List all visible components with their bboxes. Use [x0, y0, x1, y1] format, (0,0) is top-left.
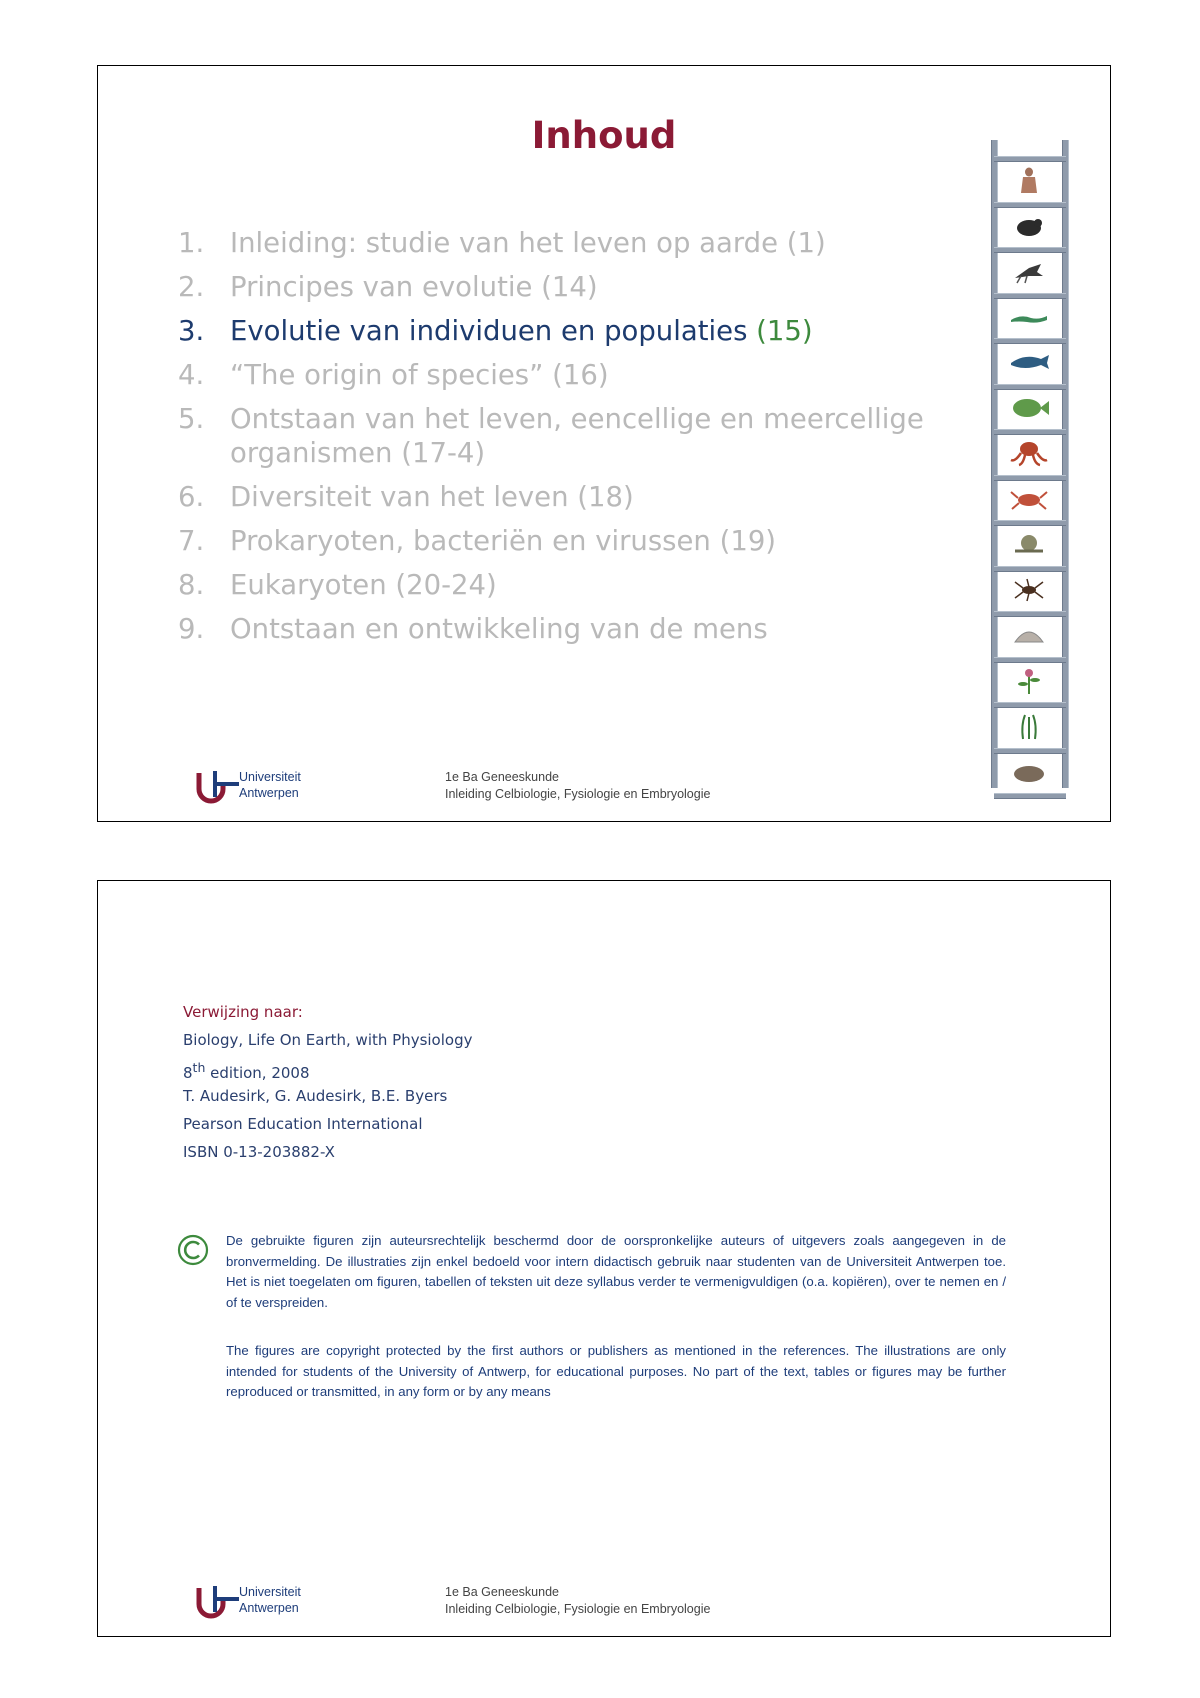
ladder-rail — [991, 140, 998, 788]
toc-text: Inleiding: studie van het leven op aarde (1) — [230, 227, 826, 259]
toc-text: Ontstaan en ontwikkeling van de mens — [230, 613, 768, 645]
toc-number: 6. — [178, 481, 205, 513]
course-line: 1e Ba Geneeskunde — [445, 770, 559, 784]
course-line: Inleiding Celbiologie, Fysiologie en Embryologie — [445, 787, 711, 801]
toc-text: Eukaryoten (20-24) — [230, 569, 497, 601]
octopus-icon — [1007, 438, 1051, 468]
toc-item — [178, 226, 928, 260]
toc-text: Evolutie van individuen en populaties — [230, 315, 748, 347]
snail-icon — [1007, 529, 1051, 559]
whale-icon — [1007, 347, 1051, 377]
publisher: Pearson Education International — [183, 1115, 423, 1133]
slide-contents — [97, 65, 1111, 822]
toc-pages: (15) — [756, 315, 813, 347]
footer — [195, 1582, 755, 1622]
ladder-rung — [994, 702, 1066, 708]
ladder-rung — [994, 520, 1066, 526]
university-line: Universiteit — [239, 770, 301, 784]
toc-item-active — [178, 314, 928, 348]
grass-plant-icon — [1007, 711, 1051, 741]
course-info — [445, 1584, 710, 1618]
ladder-rung — [994, 793, 1066, 799]
toc-text: Prokaryoten, bacteriën en virussen (19) — [230, 525, 777, 557]
toc-number: 9. — [178, 613, 205, 645]
university-line: Antwerpen — [239, 786, 299, 800]
course-line: 1e Ba Geneeskunde — [445, 1585, 559, 1599]
university-name — [239, 769, 301, 801]
university-logo-icon — [195, 767, 241, 805]
university-line: Universiteit — [239, 1585, 301, 1599]
edition-suffix: th — [192, 1060, 206, 1075]
toc-text: Diversiteit van het leven (18) — [230, 481, 634, 513]
toc-item — [178, 612, 928, 646]
footer — [195, 767, 755, 807]
edition-number: 8 — [183, 1064, 193, 1082]
university-logo-icon — [195, 1582, 241, 1620]
toc-item — [178, 358, 928, 392]
ladder-rung — [994, 657, 1066, 663]
toc-item — [178, 402, 928, 470]
toc-text: Principes van evolutie (14) — [230, 271, 598, 303]
toc-text: “The origin of species” (16) — [230, 359, 609, 391]
toc-item — [178, 568, 928, 602]
university-name — [239, 1584, 301, 1616]
mammal-icon — [1007, 211, 1051, 241]
bird-icon — [1007, 256, 1051, 286]
isbn: ISBN 0-13-203882-X — [183, 1143, 335, 1161]
toc-number: 1. — [178, 227, 205, 259]
ladder-rung — [994, 475, 1066, 481]
toc-item — [178, 270, 928, 304]
ladder-rung — [994, 748, 1066, 754]
course-line: Inleiding Celbiologie, Fysiologie en Embryologie — [445, 1602, 711, 1616]
ladder-rung — [994, 202, 1066, 208]
reptile-icon — [1007, 302, 1051, 332]
edition-text: edition, 2008 — [205, 1064, 310, 1082]
toc-text: Ontstaan van het leven, eencellige en meercellige organismen (17-4) — [230, 403, 924, 469]
toc-number: 3. — [178, 315, 205, 347]
stone-icon — [1007, 757, 1051, 787]
ladder-rung — [994, 384, 1066, 390]
slide-references — [97, 880, 1111, 1637]
toc-number: 4. — [178, 359, 205, 391]
book-title: Biology, Life On Earth, with Physiology — [183, 1031, 473, 1049]
crab-icon — [1007, 484, 1051, 514]
toc-number: 7. — [178, 525, 205, 557]
copyright-notice-dutch: De gebruikte figuren zijn auteursrechtelijk beschermd door de oorspronkelijke auteurs of uitgevers zoals aangegeven in de bronvermelding. De illustraties zijn enkel bedoeld voor intern didactisch gebruik naar studenten van de Universiteit Antwerpen toe. Het is niet toegelaten om figuren, tabellen of teksten uit deze syllabus verder te vermenigvuldigen (o.a. kopiëren), over te nemen en / of te verspreiden. — [226, 1233, 1006, 1310]
toc-number: 5. — [178, 403, 205, 435]
ladder-rung — [994, 247, 1066, 253]
ladder-rung — [994, 156, 1066, 162]
ladder-rail — [1062, 140, 1069, 788]
shell-icon — [1007, 620, 1051, 650]
fish-icon — [1007, 393, 1051, 423]
course-info — [445, 769, 710, 803]
table-of-contents — [178, 226, 928, 656]
flower-plant-icon — [1007, 666, 1051, 696]
authors: T. Audesirk, G. Audesirk, B.E. Byers — [183, 1087, 448, 1105]
reference-block — [183, 998, 472, 1166]
ladder-rung — [994, 338, 1066, 344]
ladder-rung — [994, 293, 1066, 299]
ladder-rung — [994, 611, 1066, 617]
human-icon — [1007, 165, 1051, 195]
evolution-ladder — [991, 140, 1069, 788]
toc-item — [178, 480, 928, 514]
reference-heading: Verwijzing naar: — [183, 1003, 303, 1021]
toc-item — [178, 524, 928, 558]
insect-icon — [1007, 575, 1051, 605]
ladder-rung — [994, 429, 1066, 435]
ladder-rung — [994, 566, 1066, 572]
copyright-icon — [176, 1233, 210, 1267]
toc-number: 8. — [178, 569, 205, 601]
toc-number: 2. — [178, 271, 205, 303]
edition — [183, 1054, 472, 1082]
slide-title: Inhoud — [531, 114, 677, 157]
university-line: Antwerpen — [239, 1601, 299, 1615]
copyright-notice-english: The figures are copyright protected by the first authors or publishers as mentioned in the references. The illustrations are only intended for students of the University of Antwerp, for educational purposes. No part of the text, tables or figures may be further reproduced or transmitted, in any form or by any means — [226, 1343, 1006, 1399]
